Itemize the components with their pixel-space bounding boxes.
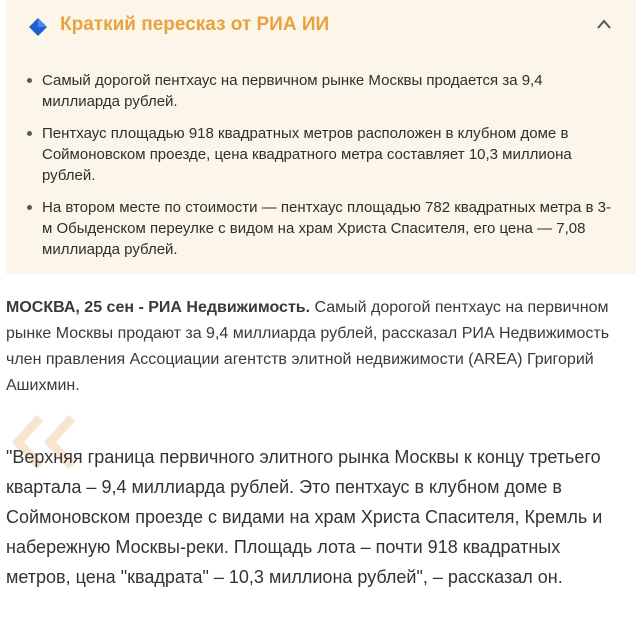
bullet-dot [27, 78, 32, 83]
article-dateline: МОСКВА, 25 сен - РИА Недвижимость. [6, 299, 311, 316]
bullet-dot [27, 205, 32, 210]
bullet-dot [27, 131, 32, 136]
chevron-up-icon[interactable] [596, 18, 612, 30]
article-lead [6, 295, 626, 399]
summary-item [6, 123, 636, 186]
ai-summary-title: Краткий пересказ от РИА ИИ [60, 14, 330, 35]
summary-item-text: На втором месте по стоимости — пентхаус площадью 782 квадратных метра в 3-м Обыденском переулке с видом на храм Христа Спасителя, его цена — 7,08 миллиарда рублей. [42, 199, 611, 258]
summary-item [6, 70, 636, 112]
ai-summary-list [6, 70, 636, 271]
summary-item-text: Пентхаус площадью 918 квадратных метров расположен в клубном доме в Соймоновском проезде, цена квадратного метра составляет 10,3 миллиона рублей. [42, 125, 572, 184]
article-quote: "Верхняя граница первичного элитного рынка Москвы к концу третьего квартала – 9,4 миллиарда рублей. Это пентхаус в клубном доме в Соймоновском проезде с видами на храм Христа Спасителя, Кремль и набережную Москвы-реки. Площадь лота – почти 918 квадратных метров, цена "квадрата" – 10,3 миллиона рублей", – рассказал он. [6, 447, 603, 587]
ai-summary-panel [6, 0, 636, 274]
summary-item-text: Самый дорогой пентхаус на первичном рынке Москвы продается за 9,4 миллиарда рублей. [42, 72, 543, 110]
article-lead-text: Самый дорогой пентхаус на первичном рынке Москвы продают за 9,4 миллиарда рублей, рассказал РИА Недвижимость член правления Ассоциации агентств элитной недвижимости (AREA) Григорий Ашихмин. [6, 299, 610, 394]
ai-summary-header[interactable] [6, 0, 636, 52]
ria-ai-diamond-icon [28, 17, 48, 37]
summary-item [6, 197, 636, 260]
